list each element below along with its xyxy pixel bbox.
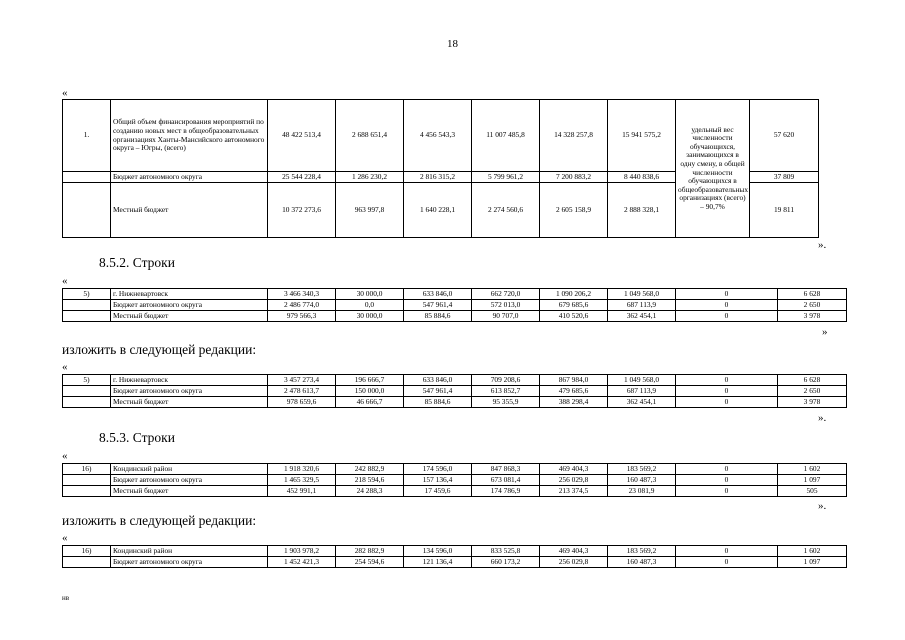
cell: 1 286 230,2 <box>336 172 404 183</box>
cell: 1 918 320,6 <box>268 464 336 475</box>
cell: 0 <box>676 386 778 397</box>
cell: 160 487,3 <box>608 475 676 486</box>
row-number <box>63 486 111 497</box>
cell: 469 404,3 <box>540 546 608 557</box>
cell: 85 884,6 <box>404 311 472 322</box>
table-852-new <box>62 374 847 408</box>
cell: 362 454,1 <box>608 397 676 408</box>
cell: 679 685,6 <box>540 300 608 311</box>
table-853-old <box>62 463 847 497</box>
cell: 150 000,0 <box>336 386 404 397</box>
row-label: Бюджет автономного округа <box>111 300 268 311</box>
row-number: 16) <box>63 546 111 557</box>
cell: 572 013,0 <box>472 300 540 311</box>
table-row <box>63 386 847 397</box>
table-row <box>63 397 847 408</box>
cell: 17 459,6 <box>404 486 472 497</box>
row-number <box>63 397 111 408</box>
row-label: Бюджет автономного округа <box>111 557 268 568</box>
table-row <box>63 311 847 322</box>
section-heading-852: 8.5.2. Строки <box>99 255 175 270</box>
cell: 256 029,8 <box>540 475 608 486</box>
cell: 0 <box>676 311 778 322</box>
table-row <box>63 300 847 311</box>
cell: 8 440 838,6 <box>608 172 676 183</box>
section-heading-853: 8.5.3. Строки <box>99 430 175 445</box>
table-853-new <box>62 545 847 568</box>
cell: 15 941 575,2 <box>608 100 676 172</box>
cell: 2 650 <box>778 386 847 397</box>
cell: 547 961,4 <box>404 300 472 311</box>
cell: 6 628 <box>778 289 847 300</box>
cell: 867 984,0 <box>540 375 608 386</box>
cell: 410 520,6 <box>540 311 608 322</box>
cell: 1 049 568,0 <box>608 289 676 300</box>
cell: 0 <box>676 375 778 386</box>
cell: 11 007 485,8 <box>472 100 540 172</box>
cell: 57 620 <box>750 100 819 172</box>
cell: 0 <box>676 546 778 557</box>
cell: 256 029,8 <box>540 557 608 568</box>
row-number <box>63 475 111 486</box>
cell: 19 811 <box>750 183 819 238</box>
cell: 2 650 <box>778 300 847 311</box>
open-quote: « <box>62 87 68 99</box>
cell: 30 000,0 <box>336 289 404 300</box>
open-quote: « <box>62 361 68 373</box>
row-label: Бюджет автономного округа <box>111 475 268 486</box>
cell: 95 355,9 <box>472 397 540 408</box>
cell: 85 884,6 <box>404 397 472 408</box>
cell: 547 961,4 <box>404 386 472 397</box>
cell: 242 882,9 <box>336 464 404 475</box>
cell: 662 720,0 <box>472 289 540 300</box>
cell: 505 <box>778 486 847 497</box>
open-quote: « <box>62 275 68 287</box>
cell: 3 457 273,4 <box>268 375 336 386</box>
cell: 0 <box>676 486 778 497</box>
table-row <box>63 486 847 497</box>
row-number <box>63 386 111 397</box>
row-label: Местный бюджет <box>111 397 268 408</box>
cell: 1 452 421,3 <box>268 557 336 568</box>
cell: 2 888 328,1 <box>608 183 676 238</box>
close-quote: ». <box>818 412 827 424</box>
page-number: 18 <box>447 38 458 50</box>
row-label: Местный бюджет <box>111 311 268 322</box>
cell: 37 809 <box>750 172 819 183</box>
cell: 134 596,0 <box>404 546 472 557</box>
replace-text: изложить в следующей редакции: <box>62 513 257 528</box>
cell: 1 049 568,0 <box>608 375 676 386</box>
row-number <box>63 557 111 568</box>
cell: 0 <box>676 464 778 475</box>
cell: 24 288,3 <box>336 486 404 497</box>
cell: 0,0 <box>336 300 404 311</box>
cell: 1 097 <box>778 557 847 568</box>
cell: 157 136,4 <box>404 475 472 486</box>
cell: 3 978 <box>778 311 847 322</box>
row-number: 1. <box>63 100 111 172</box>
cell: 4 456 543,3 <box>404 100 472 172</box>
cell: 174 786,9 <box>472 486 540 497</box>
cell: 218 594,6 <box>336 475 404 486</box>
cell: 254 594,6 <box>336 557 404 568</box>
row-number <box>63 300 111 311</box>
close-quote: ». <box>818 500 827 512</box>
cell: 452 991,1 <box>268 486 336 497</box>
cell: 14 328 257,8 <box>540 100 608 172</box>
open-quote: « <box>62 532 68 544</box>
cell: 0 <box>676 289 778 300</box>
cell: 0 <box>676 475 778 486</box>
cell: 687 113,9 <box>608 300 676 311</box>
cell: 362 454,1 <box>608 311 676 322</box>
cell: 1 602 <box>778 464 847 475</box>
cell: 479 685,6 <box>540 386 608 397</box>
cell: 1 097 <box>778 475 847 486</box>
cell: 388 298,4 <box>540 397 608 408</box>
cell: 3 466 340,3 <box>268 289 336 300</box>
replace-text: изложить в следующей редакции: <box>62 342 257 357</box>
cell: 847 868,3 <box>472 464 540 475</box>
close-quote: ». <box>818 239 827 251</box>
table-row <box>63 375 847 386</box>
cell <box>63 183 111 238</box>
cell: 23 081,9 <box>608 486 676 497</box>
cell: 1 903 978,2 <box>268 546 336 557</box>
row-label: Бюджет автономного округа <box>111 386 268 397</box>
cell: 660 173,2 <box>472 557 540 568</box>
cell: 833 525,8 <box>472 546 540 557</box>
table-row <box>63 557 847 568</box>
row-label: Местный бюджет <box>111 183 268 238</box>
cell: 196 666,7 <box>336 375 404 386</box>
cell: 1 465 329,5 <box>268 475 336 486</box>
cell: 0 <box>676 397 778 408</box>
cell: 30 000,0 <box>336 311 404 322</box>
row-label: Кондинский район <box>111 464 268 475</box>
cell: 90 707,0 <box>472 311 540 322</box>
row-label: г. Нижневартовск <box>111 375 268 386</box>
indicator-cell: удельный вес численности обучающихся, занимающихся в одну смену, в общей численности обучающихся в общеобразовательных организациях (всего) – 90,7% <box>676 100 750 238</box>
cell: 174 596,0 <box>404 464 472 475</box>
open-quote: « <box>62 450 68 462</box>
row-name: Общий объем финансирования мероприятий по созданию новых мест в общеобразовательных организациях Ханты-Мансийского автономного округа – Югры, (всего) <box>111 100 268 172</box>
cell: 709 208,6 <box>472 375 540 386</box>
cell: 2 274 560,6 <box>472 183 540 238</box>
row-number <box>63 311 111 322</box>
footer-text: нв <box>62 594 70 602</box>
cell: 6 628 <box>778 375 847 386</box>
cell: 979 566,3 <box>268 311 336 322</box>
table-row <box>63 289 847 300</box>
cell: 48 422 513,4 <box>268 100 336 172</box>
cell: 1 640 228,1 <box>404 183 472 238</box>
cell: 160 487,3 <box>608 557 676 568</box>
cell: 2 478 613,7 <box>268 386 336 397</box>
close-quote: » <box>822 326 828 338</box>
row-label: г. Нижневартовск <box>111 289 268 300</box>
table-row <box>63 464 847 475</box>
row-number: 5) <box>63 375 111 386</box>
cell: 183 569,2 <box>608 464 676 475</box>
cell: 213 374,5 <box>540 486 608 497</box>
cell: 0 <box>676 300 778 311</box>
cell: 3 978 <box>778 397 847 408</box>
cell: 2 816 315,2 <box>404 172 472 183</box>
cell <box>63 172 111 183</box>
cell: 2 486 774,0 <box>268 300 336 311</box>
cell: 282 882,9 <box>336 546 404 557</box>
cell: 1 090 206,2 <box>540 289 608 300</box>
cell: 5 799 961,2 <box>472 172 540 183</box>
cell: 469 404,3 <box>540 464 608 475</box>
cell: 633 846,0 <box>404 289 472 300</box>
cell: 7 200 883,2 <box>540 172 608 183</box>
cell: 978 659,6 <box>268 397 336 408</box>
cell: 46 666,7 <box>336 397 404 408</box>
row-number: 5) <box>63 289 111 300</box>
table-row <box>63 100 819 172</box>
cell: 25 544 228,4 <box>268 172 336 183</box>
cell: 963 997,8 <box>336 183 404 238</box>
table-row <box>63 475 847 486</box>
row-label: Местный бюджет <box>111 486 268 497</box>
cell: 0 <box>676 557 778 568</box>
cell: 121 136,4 <box>404 557 472 568</box>
cell: 613 852,7 <box>472 386 540 397</box>
row-number: 16) <box>63 464 111 475</box>
row-label: Бюджет автономного округа <box>111 172 268 183</box>
table-1 <box>62 99 819 238</box>
cell: 1 602 <box>778 546 847 557</box>
table-row <box>63 546 847 557</box>
cell: 2 688 651,4 <box>336 100 404 172</box>
cell: 183 569,2 <box>608 546 676 557</box>
row-label: Кондинский район <box>111 546 268 557</box>
cell: 10 372 273,6 <box>268 183 336 238</box>
cell: 633 846,0 <box>404 375 472 386</box>
cell: 2 605 158,9 <box>540 183 608 238</box>
table-852-old <box>62 288 847 322</box>
cell: 673 081,4 <box>472 475 540 486</box>
cell: 687 113,9 <box>608 386 676 397</box>
